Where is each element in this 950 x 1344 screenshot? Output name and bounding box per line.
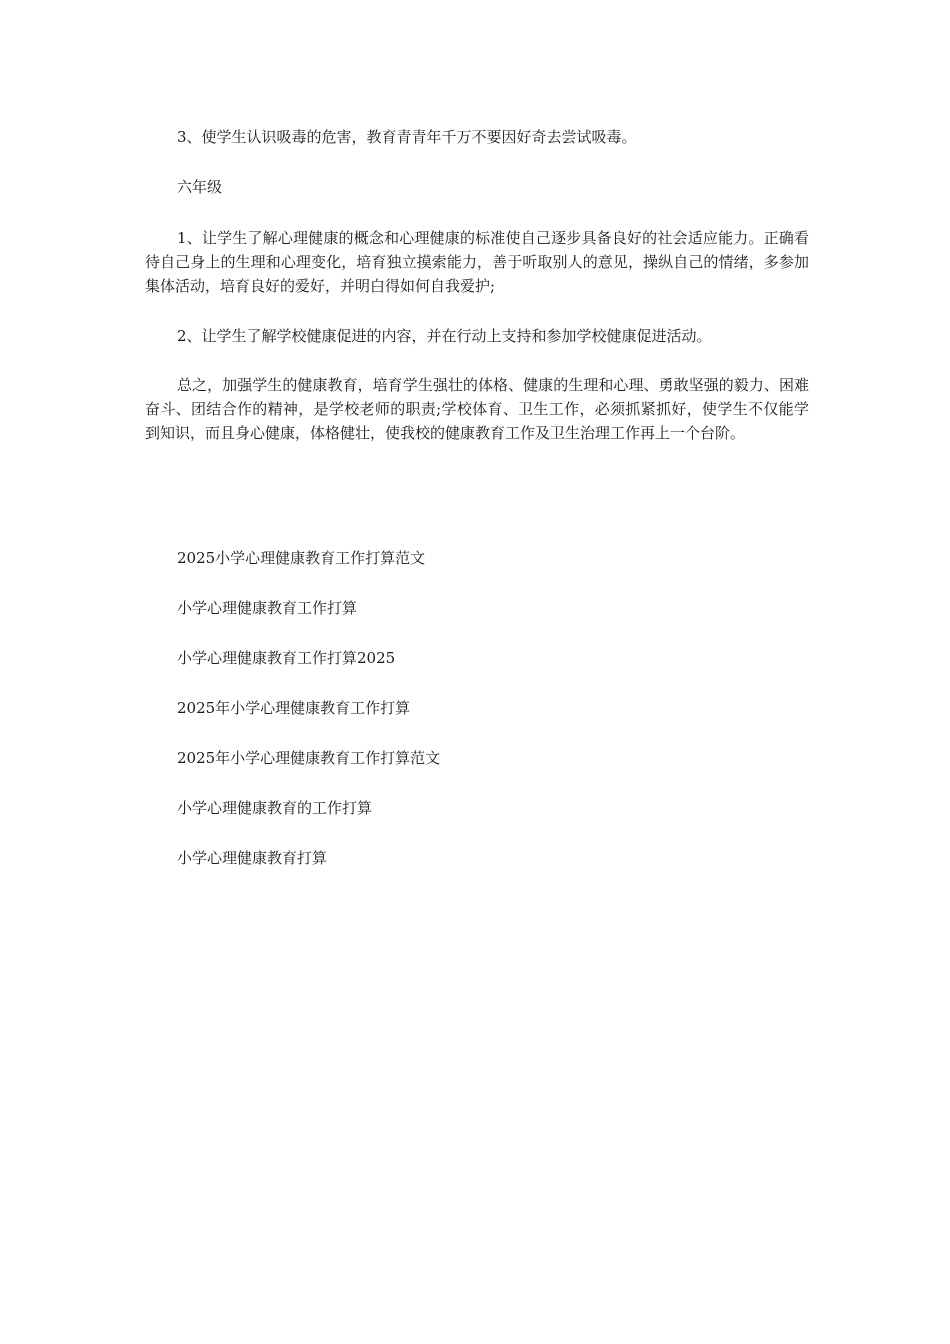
paragraph-item-1: 1、让学生了解心理健康的概念和心理健康的标准使自己逐步具备良好的社会适应能力。正确看待自己身上的生理和心理变化，培育独立摸索能力，善于听取别人的意见，操纵自己的情绪，多参加集体活动，培育良好的爱好，并明白得如何自我爱护; (145, 229, 809, 295)
related-article-link[interactable]: 2025年小学心理健康教育工作打算 (177, 699, 411, 717)
related-article-link[interactable]: 2025小学心理健康教育工作打算范文 (177, 549, 426, 567)
paragraph-item-3: 3、使学生认识吸毒的危害，教育青青年千万不要因好奇去尝试吸毒。 (177, 128, 637, 146)
related-article-link[interactable]: 小学心理健康教育的工作打算 (177, 799, 373, 817)
related-articles-list (145, 546, 809, 896)
section-heading-grade-six: 六年级 (177, 178, 223, 196)
paragraph-item-2: 2、让学生了解学校健康促进的内容，并在行动上支持和参加学校健康促进活动。 (177, 327, 712, 345)
related-article-link[interactable]: 小学心理健康教育工作打算2025 (177, 649, 396, 667)
related-article-link[interactable]: 小学心理健康教育工作打算 (177, 599, 358, 617)
related-article-link[interactable]: 小学心理健康教育打算 (177, 849, 328, 867)
related-article-link[interactable]: 2025年小学心理健康教育工作打算范文 (177, 749, 441, 767)
paragraph-summary: 总之，加强学生的健康教育，培育学生强壮的体格、健康的生理和心理、勇敢坚强的毅力、困难奋斗、团结合作的精神，是学校老师的职责;学校体育、卫生工作，必须抓紧抓好，使学生不仅能学到知识，而且身心健康，体格健壮，使我校的健康教育工作及卫生治理工作再上一个台阶。 (145, 376, 809, 442)
